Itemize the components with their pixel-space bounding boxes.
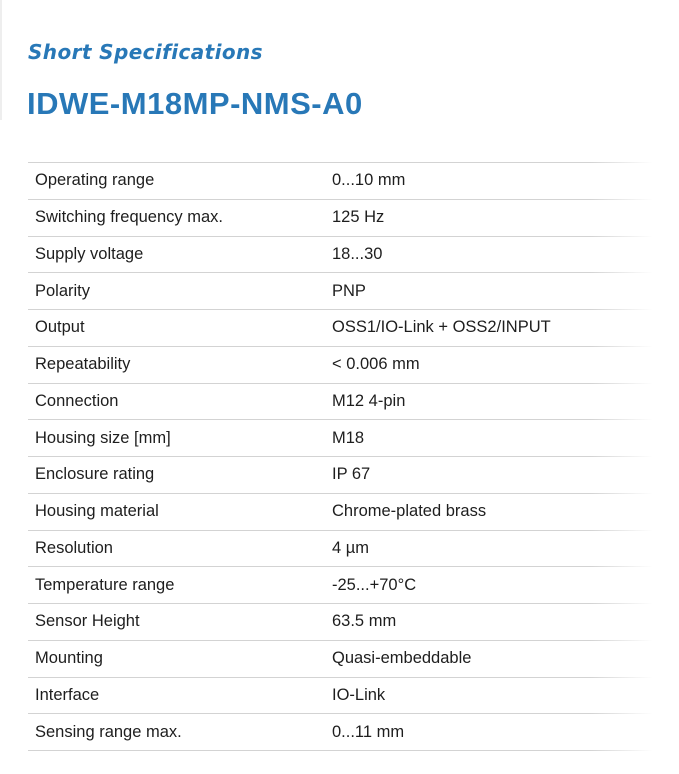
spec-label: Output (35, 318, 85, 337)
table-row (28, 162, 652, 199)
spec-value: Quasi-embeddable (332, 649, 472, 668)
table-row (28, 309, 652, 346)
table-row (28, 493, 652, 530)
spec-value: PNP (332, 281, 366, 300)
spec-label: Interface (35, 685, 100, 704)
spec-label: Housing material (35, 502, 159, 521)
spec-label: Supply voltage (35, 244, 144, 263)
section-title: Short Specifications (28, 40, 263, 64)
table-row (28, 677, 652, 714)
table-row (28, 566, 652, 603)
spec-value: IO-Link (332, 685, 386, 704)
spec-value: OSS1/IO-Link + OSS2/INPUT (332, 318, 551, 337)
spec-label: Enclosure rating (35, 465, 155, 484)
spec-value: M18 (332, 428, 365, 447)
spec-table (28, 162, 652, 751)
table-row (28, 456, 652, 493)
spec-label: Sensor Height (35, 612, 140, 631)
table-row (28, 236, 652, 273)
product-title: IDWE-M18MP-NMS-A0 (27, 86, 363, 121)
spec-label: Housing size [mm] (35, 428, 171, 447)
spec-label: Resolution (35, 538, 113, 557)
spec-label: Sensing range max. (35, 722, 182, 741)
spec-value: Chrome-plated brass (332, 502, 487, 521)
table-row (28, 530, 652, 567)
table-row (28, 383, 652, 420)
spec-value: IP 67 (332, 465, 371, 484)
spec-value: -25...+70°C (332, 575, 417, 594)
spec-label: Mounting (35, 649, 103, 668)
spec-label: Polarity (35, 281, 91, 300)
spec-value: < 0.006 mm (332, 355, 420, 374)
table-row (28, 419, 652, 456)
table-row (28, 199, 652, 236)
table-row (28, 346, 652, 383)
spec-value: 4 µm (332, 538, 370, 557)
spec-value: 18...30 (332, 244, 383, 263)
spec-label: Connection (35, 391, 119, 410)
spec-label: Temperature range (35, 575, 175, 594)
spec-label: Switching frequency max. (35, 208, 224, 227)
table-row (28, 640, 652, 677)
table-row (28, 272, 652, 309)
left-edge-artifact (0, 0, 2, 120)
spec-value: 0...11 mm (332, 722, 405, 741)
table-row (28, 603, 652, 640)
table-row (28, 713, 652, 751)
spec-value: M12 4-pin (332, 391, 406, 410)
spec-label: Repeatability (35, 355, 131, 374)
spec-value: 63.5 mm (332, 612, 397, 631)
spec-value: 0...10 mm (332, 171, 406, 190)
spec-value: 125 Hz (332, 208, 385, 227)
spec-label: Operating range (35, 171, 155, 190)
